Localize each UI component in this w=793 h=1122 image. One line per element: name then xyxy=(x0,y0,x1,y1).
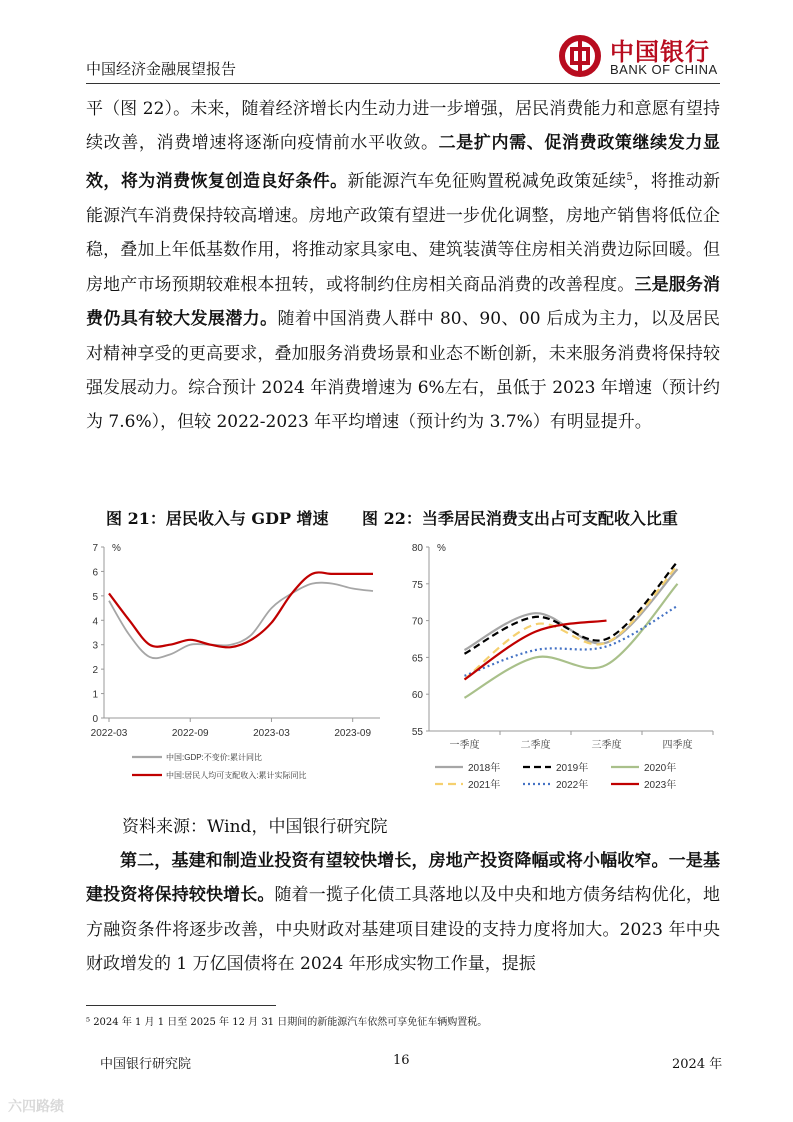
y-tick-label: 2 xyxy=(92,665,98,677)
legend-label: 2023年 xyxy=(644,780,677,791)
x-tick-label: 三季度 xyxy=(591,740,622,751)
legend-label: 2018年 xyxy=(468,763,501,774)
x-tick-label: 四季度 xyxy=(662,740,693,751)
chart-income-gdp xyxy=(80,535,390,795)
text-run: 随着一揽子化债工具落地以及中央和地方债务结构优化，地方融资条件将逐步改善，中央财政对基建项目建设的支持力度将加大。2023 年中央财政增发的 1 万亿国债将在 2024 年形成实物工作量，提振 xyxy=(86,885,721,975)
series-line-2021 xyxy=(465,565,678,679)
x-tick-label: 一季度 xyxy=(449,740,480,751)
header-divider xyxy=(86,83,720,84)
text-run: 平（图 22）。未来，随着经济增长内生动力进一步增强，居民消费能力和意愿有望持续改善，消费增速将逐渐向疫情前水平收敛。 xyxy=(86,99,720,154)
x-tick-label: 2023-09 xyxy=(334,728,372,739)
body-paragraph-top xyxy=(86,92,720,440)
y-tick-label: 65 xyxy=(411,653,423,665)
footer-org: 中国银行研究院 xyxy=(100,1057,192,1072)
y-tick-label: 70 xyxy=(411,616,423,628)
text-run: 随着中国消费人群中 80、90、00 后成为主力，以及居民对精神享受的更高要求，叠加服务消费场景和业态不断创新，未来服务消费将保持较强发展动力。综合预计 2024 年消费增速为 6%左右，虽低于 2023 年增速（预计约为 7.6%），但较 2022-2023 年平均增速（预计约为 3.7%）有明显提升。 xyxy=(86,309,721,433)
chart-consumption-ratio xyxy=(395,535,725,795)
logo-text-en: BANK OF CHINA xyxy=(610,62,718,77)
legend-label: 2020年 xyxy=(644,763,677,774)
y-tick-label: 4 xyxy=(92,616,98,628)
bank-logo xyxy=(558,32,718,82)
y-tick-label: 75 xyxy=(411,579,423,591)
legend-label: 中国:GDP:不变价:累计同比 xyxy=(166,753,263,762)
y-unit-label: % xyxy=(437,543,446,554)
footnote: ⁵ 2024 年 1 月 1 日至 2025 年 12 月 31 日期间的新能源汽车依然可享免征车辆购置税。 xyxy=(86,1017,488,1028)
y-tick-label: 0 xyxy=(92,714,98,725)
series-line-2018 xyxy=(465,569,678,650)
text-run: ，将推动新能源汽车消费保持较高增速。房地产政策有望进一步优化调整，房地产销售将低位企稳，叠加上年低基数作用，将推动家具家电、建筑装潢等住房相关消费边际回暖。但房地产市场预期较难根本扭转，或将制约住房相关商品消费的改善程度。 xyxy=(86,171,721,295)
x-tick-label: 2023-03 xyxy=(253,728,290,739)
y-tick-label: 55 xyxy=(411,727,423,738)
footnote-ref[interactable]: 5 xyxy=(626,171,633,183)
y-tick-label: 5 xyxy=(92,591,98,603)
footnote-divider xyxy=(86,1005,276,1006)
y-tick-label: 1 xyxy=(92,689,98,701)
series-line-gdp xyxy=(109,583,373,659)
figure-21-title: 图 21：居民收入与 GDP 增速 xyxy=(106,509,329,528)
legend-label: 2022年 xyxy=(556,780,589,791)
y-tick-label: 6 xyxy=(92,567,98,579)
text-run: 新能源汽车免征购置税减免政策延续 xyxy=(347,171,627,192)
y-tick-label: 60 xyxy=(411,690,423,702)
x-tick-label: 二季度 xyxy=(520,740,551,751)
legend-label: 2019年 xyxy=(556,763,589,774)
legend-label: 中国:居民人均可支配收入:累计实际同比 xyxy=(166,771,307,780)
bold-text-run: 二是扩内需、促消费政策继续发力显效，将为消费恢复创造良好条件。 xyxy=(86,133,721,192)
legend-label: 2021年 xyxy=(468,780,501,791)
y-unit-label: % xyxy=(112,543,121,554)
bold-text-run: 第二，基建和制造业投资有望较快增长，房地产投资降幅或将小幅收窄。一是基建投资将保持较快增长。 xyxy=(86,851,720,906)
x-tick-label: 2022-03 xyxy=(90,728,128,739)
x-tick-label: 2022-09 xyxy=(171,728,209,739)
series-line-2022 xyxy=(465,606,678,676)
source-note: 资料来源：Wind，中国银行研究院 xyxy=(122,817,388,837)
logo-text-cn: 中国银行 xyxy=(610,37,710,66)
y-tick-label: 80 xyxy=(411,543,423,554)
figure-22-title: 图 22：当季居民消费支出占可支配收入比重 xyxy=(362,509,678,528)
y-tick-label: 3 xyxy=(92,640,98,652)
report-title: 中国经济金融展望报告 xyxy=(86,60,237,78)
series-line-2020 xyxy=(465,584,678,698)
page-number: 16 xyxy=(393,1053,410,1068)
body-paragraph-bottom xyxy=(86,844,720,982)
footer-year: 2024 年 xyxy=(672,1057,723,1072)
watermark: 六四路绩 xyxy=(8,1098,64,1114)
bold-text-run: 三是服务消费仍具有较大发展潜力。 xyxy=(86,274,721,330)
bank-of-china-logo-icon xyxy=(558,34,602,78)
y-tick-label: 7 xyxy=(92,543,98,554)
